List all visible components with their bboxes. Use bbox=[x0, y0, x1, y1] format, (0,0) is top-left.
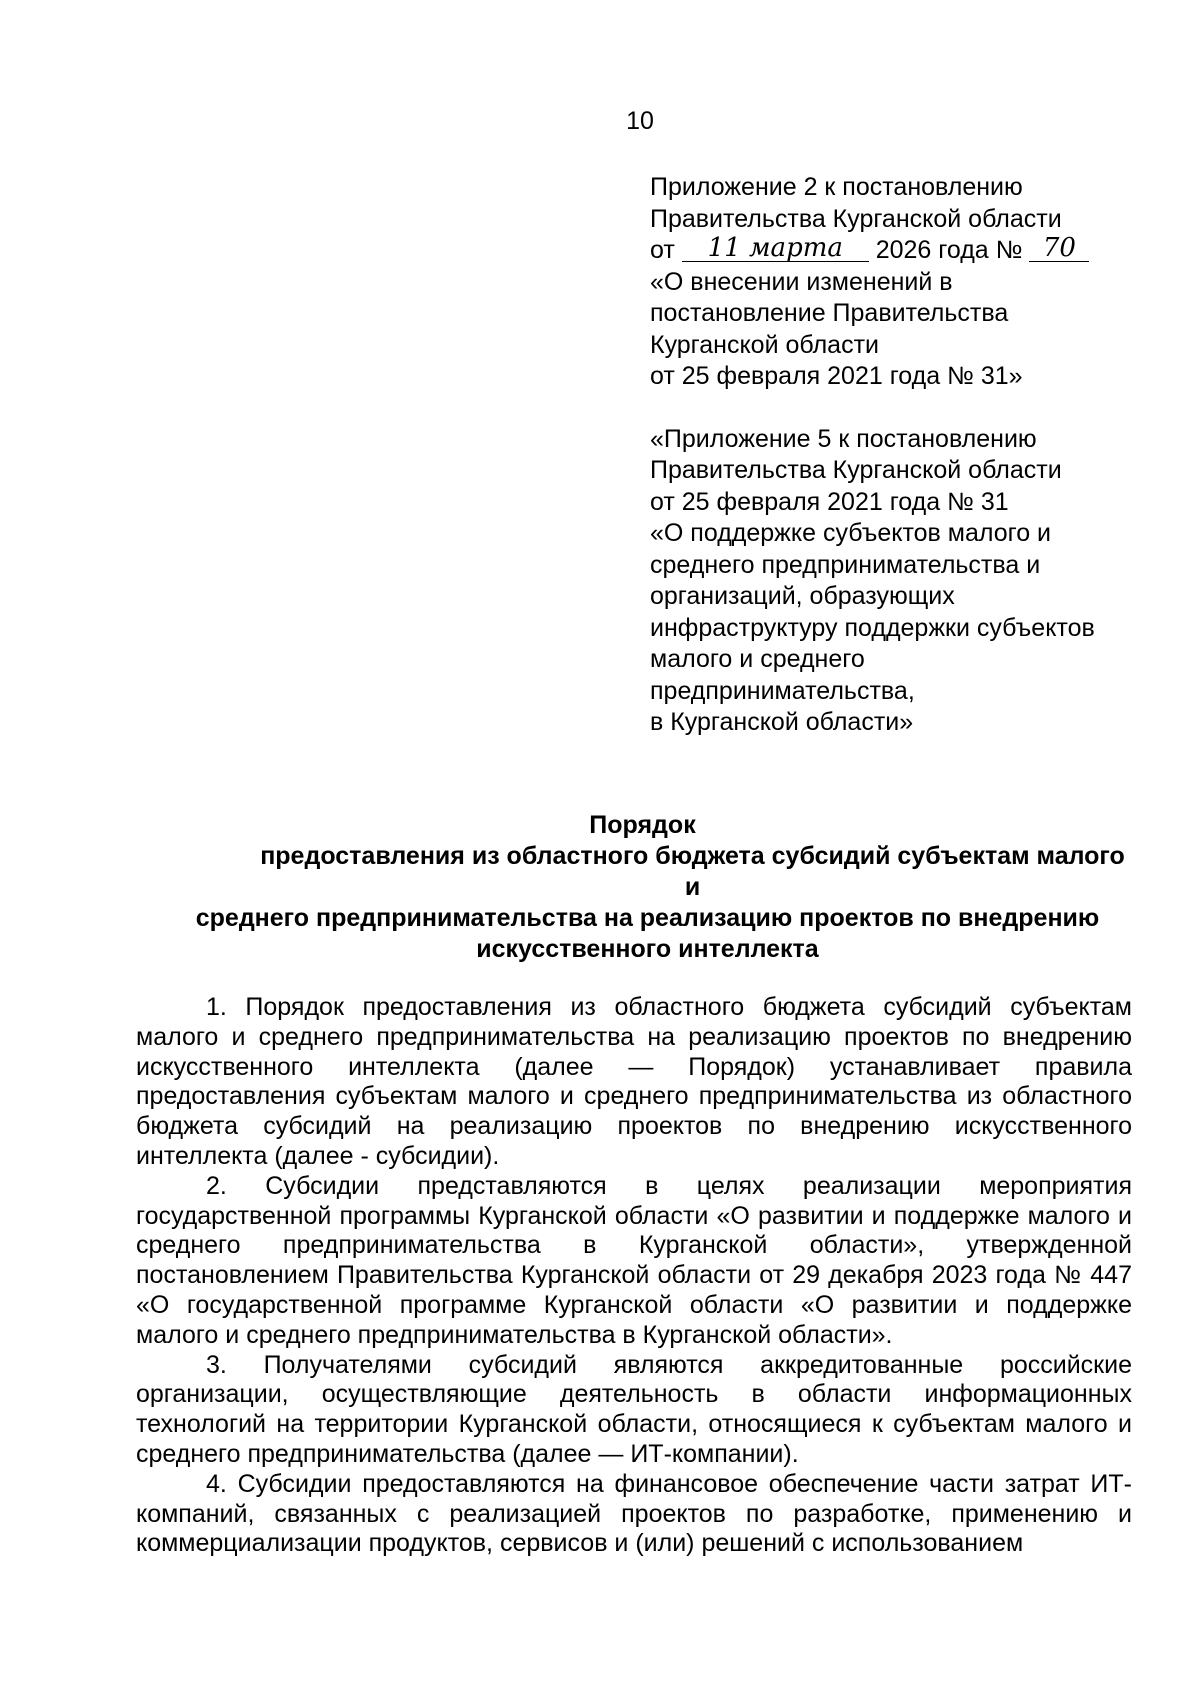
paragraph-1: 1. Порядок предоставления из областного бюджета субсидий субъектам малого и среднего предпринимательства на реализацию проектов по внедрению искусственного интеллекта (далее — Порядок) устанавливает правила предоставления субъектам малого и среднего предпринимательства из областного бюджета субсидий на реализацию проектов по внедрению искусственного интеллекта (далее - субсидии). bbox=[136, 993, 1132, 1170]
appendix-date-prefix: от bbox=[650, 236, 675, 264]
paragraph-3: 3. Получателями субсидий являются аккредитованные российские организации, осуществляющие деятельность в области информационных технологий на территории Курганской области, относящиеся к субъектам малого и среднего предпринимательства (далее — ИТ-компании). bbox=[136, 1350, 1132, 1468]
appendix-header bbox=[650, 172, 1130, 739]
appendix-line-1: Приложение 2 к постановлению bbox=[650, 173, 1023, 201]
appendix-line-10: от 25 февраля 2021 года № 31 bbox=[650, 487, 1009, 516]
paragraph-2: 2. Субсидии представляются в целях реализации мероприятия государственной программы Курганской области «О развитии и поддержке малого и среднего предпринимательства в Курганской области», утвержденной постановлением Правительства Курганской области от 29 декабря 2023 года № 447 «О государственной программе Курганской области «О развитии и поддержке малого и среднего предпринимательства в Курганской области». bbox=[136, 1171, 1132, 1349]
appendix-line-2: Правительства Курганской области bbox=[650, 204, 1062, 233]
appendix-line-16: предпринимательства, bbox=[650, 676, 915, 705]
handwritten-date: 11 марта bbox=[682, 235, 869, 262]
title-line-2: предоставления из областного бюджета субсидий субъектам малого и bbox=[260, 842, 1125, 901]
appendix-line-11: «О поддержке субъектов малого и bbox=[650, 519, 1052, 547]
appendix-spacer bbox=[650, 393, 1130, 424]
appendix-line-9: Правительства Курганской области bbox=[650, 456, 1062, 484]
title-line-3: среднего предпринимательства на реализацию проектов по внедрению bbox=[195, 904, 1100, 932]
page-number: 10 bbox=[626, 107, 654, 135]
appendix-line-7: от 25 февраля 2021 года № 31» bbox=[650, 362, 1023, 390]
appendix-line-3 bbox=[650, 235, 1130, 267]
appendix-line-6: Курганской области bbox=[650, 330, 880, 359]
title-main: Порядок bbox=[589, 811, 696, 839]
appendix-line-8: «Приложение 5 к постановлению bbox=[650, 424, 1037, 453]
title-line-4: искусственного интеллекта bbox=[476, 935, 819, 963]
appendix-line-14: инфраструктуру поддержки субъектов bbox=[650, 613, 1095, 642]
appendix-line-17: в Курганской области» bbox=[650, 708, 914, 736]
appendix-line-15: малого и среднего bbox=[650, 645, 865, 673]
document-title bbox=[120, 810, 1135, 965]
appendix-line-5: постановление Правительства bbox=[650, 299, 1009, 327]
paragraph-4: 4. Субсидии предоставляются на финансовое обеспечение части затрат ИТ-компаний, связанных с реализацией проектов по разработке, применению и коммерциализации продуктов, сервисов и (или) решений с использованием bbox=[136, 1469, 1132, 1558]
appendix-line-13: организаций, образующих bbox=[650, 582, 955, 610]
handwritten-number: 70 bbox=[1029, 235, 1089, 262]
appendix-line-4: «О внесении изменений в bbox=[650, 267, 953, 296]
appendix-year-label: 2026 года № bbox=[875, 236, 1023, 264]
appendix-line-12: среднего предпринимательства и bbox=[650, 550, 1041, 579]
document-body bbox=[136, 993, 1132, 1559]
